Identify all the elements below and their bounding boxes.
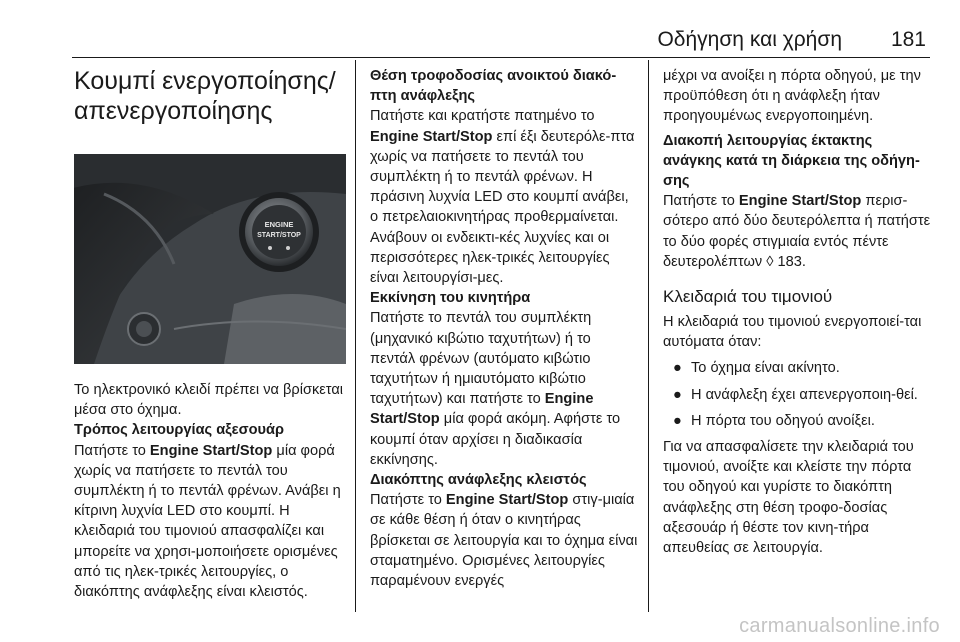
bullet-icon: ● (673, 412, 682, 429)
steering-lock-heading: Κλειδαριά του τιμονιού (663, 287, 833, 307)
bullet-icon: ● (673, 386, 682, 403)
ignition-power-heading: Θέση τροφοδοσίας ανοικτού διακό-πτη ανάφλεξης (370, 68, 617, 105)
continued-text: μέχρι να ανοίξει η πόρτα οδηγού, με την προϋπόθεση ότι η ανάφλεξη ήταν προηγουμένως ενεργοποιημένη. (663, 68, 921, 125)
accessory-mode-text: Πατήστε το Engine Start/Stop μία φορά χωρίς να πατήσετε το πεντάλ του συμπλέκτη ή το πεντάλ φρένων. Ανάβει η κίτρινη λυχνία LED στο κουμπί. Η κλειδαριά του τιμονιού απασφαλίζει και μπορείτε να χρησι-μοποιήσετε ορισμένες από τις ηλεκ-τρικές λειτουργίες, ο διακόπτης ανάφλεξης είναι κλειστός. (74, 442, 341, 601)
page-header (0, 0, 960, 58)
ignition-off-heading: Διακόπτης ανάφλεξης κλειστός (370, 472, 587, 489)
dashboard-illustration (74, 154, 346, 364)
list-item: ● Η πόρτα του οδηγού ανοίξει. (663, 411, 933, 431)
button-label-line1: ENGINE (264, 220, 294, 229)
column-left (74, 66, 346, 602)
engine-start-button-photo (74, 154, 346, 364)
ignition-off-text: Πατήστε το Engine Start/Stop στιγ-μιαία σε κάθε θέση ή όταν ο κινητήρας βρίσκεται σε λειτουργία και το όχημα είναι σταματημένο. Ορισμένες λειτουργίες παραμένουν ενεργές (370, 492, 638, 590)
page-number: 181 (890, 28, 926, 51)
header-divider (72, 57, 930, 58)
column-divider (355, 60, 356, 612)
column-middle (370, 66, 638, 591)
emergency-stop-text: Πατήστε το Engine Start/Stop περισ-σότερο από δύο δευτερόλεπτα ή πατήστε το δύο φορές στιγμιαία εντός πέντε δευτερολέπτων ◊ 183. (663, 193, 931, 270)
bullet-icon: ● (673, 360, 682, 377)
steering-lock-intro: Η κλειδαριά του τιμονιού ενεργοποιεί-ται αυτόματα όταν: (663, 314, 922, 351)
list-item: ● Το όχημα είναι ακίνητο. (663, 358, 933, 378)
page-reference[interactable]: ◊ 183. (766, 253, 806, 270)
photo-caption: Το ηλεκτρονικό κλειδί πρέπει να βρίσκεται μέσα στο όχημα. (74, 382, 343, 419)
section-title: Οδήγηση και χρήση (657, 28, 842, 51)
steering-lock-conditions (663, 358, 933, 431)
ignition-power-text: Πατήστε και κρατήστε πατημένο το Engine Start/Stop επί έξι δευτερόλε-πτα χωρίς να πατήσετε το πεντάλ του συμπλέκτη ή το πεντάλ φρένων. Η πράσινη λυχνία LED στο κουμπί ανάβει, ο πετρελαιοκινητήρας προθερμαίνεται. Ανάβουν οι ενδεικτι-κές λυχνίες και οι περισσότερες ηλεκ-τρικές λειτουργίες είναι λειτουργίσι-μες. (370, 108, 635, 287)
watermark: carmanualsonline.info (739, 615, 940, 637)
steering-unlock-text: Για να απασφαλίσετε την κλειδαριά του τιμονιού, ανοίξτε και κλείστε την πόρτα του οδηγού και γυρίστε το διακόπτη ανάφλεξης στη θέση τροφο-δοσίας αξεσουάρ ή θέστε τον κινη-τήρα απευθείας σε λειτουργία. (663, 439, 914, 557)
engine-start-text: Πατήστε το πεντάλ του συμπλέκτη (μηχανικό κιβώτιο ταχυτήτων) ή το πεντάλ φρένων (αυτόματο κιβώτιο ταχυτήτων ή ημιαυτόματο κιβώτιο ταχυτήτων) και πατήστε το Engine Start/Stop μία φορά ακόμη. Αφήστε το κουμπί όταν αρχίσει η διαδικασία εκκίνησης. (370, 310, 621, 468)
section-heading: Κουμπί ενεργοποίησης/ απενεργοποίησης (74, 67, 336, 125)
emergency-stop-heading: Διακοπή λειτουργίας έκτακτης ανάγκης κατά τη διάρκεια της οδήγη-σης (663, 132, 920, 190)
accessory-mode-heading: Τρόπος λειτουργίας αξεσουάρ (74, 422, 284, 439)
button-label-line2: START/STOP (257, 232, 301, 239)
column-right (663, 66, 933, 558)
engine-start-heading: Εκκίνηση του κινητήρα (370, 290, 531, 307)
column-divider (648, 60, 649, 612)
list-item: ● Η ανάφλεξη έχει απενεργοποιη-θεί. (663, 385, 933, 405)
